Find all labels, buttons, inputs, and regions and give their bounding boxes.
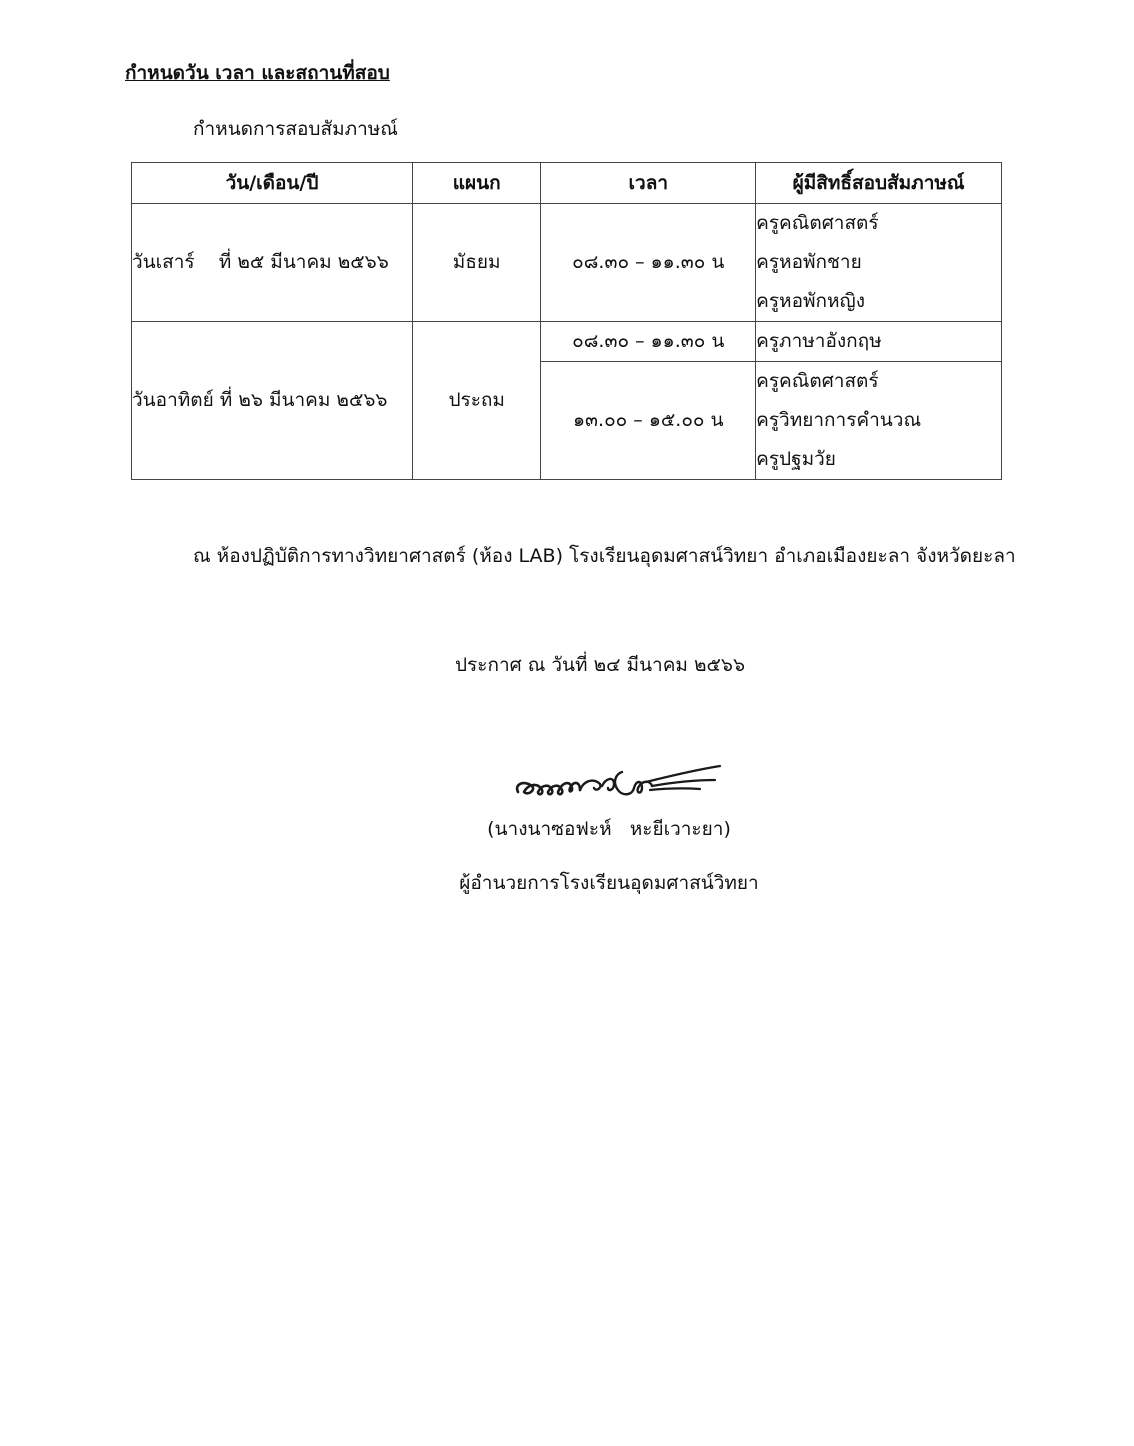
table-row [132,322,1002,362]
eligible-item: ครูวิทยาการคำนวณ [756,409,922,431]
eligible-cell [756,204,1002,322]
time-cell: ๐๘.๓๐ – ๑๑.๓๐ น [541,204,756,322]
eligible-item: ครูปฐมวัย [756,448,836,470]
department-cell: ประถม [412,322,540,480]
eligible-item: ครูคณิตศาสตร์ [756,370,879,392]
header-department: แผนก [412,163,540,204]
date-cell: วันเสาร์ ที่ ๒๕ มีนาคม ๒๕๖๖ [132,204,413,322]
table-row [132,204,1002,322]
header-date: วัน/เดือน/ปี [132,163,413,204]
eligible-item: ครูภาษาอังกฤษ [756,330,882,352]
time-cell: ๐๘.๓๐ – ๑๑.๓๐ น [541,322,756,362]
page-heading: กำหนดวัน เวลา และสถานที่สอบ [125,62,390,84]
date-cell: วันอาทิตย์ ที่ ๒๖ มีนาคม ๒๕๖๖ [132,322,413,480]
eligible-item: ครูคณิตศาสตร์ [756,212,879,234]
table-header-row [132,163,1002,204]
interview-schedule-table [131,162,1002,480]
eligible-item: ครูหอพักชาย [756,251,862,273]
eligible-cell [756,322,1002,362]
sub-heading: กำหนดการสอบสัมภาษณ์ [193,118,398,140]
header-eligible: ผู้มีสิทธิ์สอบสัมภาษณ์ [756,163,1002,204]
signer-name: (นางนาซอฟะห์ หะยีเวาะยา) [487,818,731,840]
time-cell: ๑๓.๐๐ – ๑๕.๐๐ น [541,362,756,480]
signer-position: ผู้อำนวยการโรงเรียนอุดมศาสน์วิทยา [459,872,759,894]
eligible-item: ครูหอพักหญิง [756,290,866,312]
venue-text: ณ ห้องปฏิบัติการทางวิทยาศาสตร์ (ห้อง LAB) โรงเรียนอุดมศาสน์วิทยา อำเภอเมืองยะลา จังหวัดยะลา [193,545,1016,567]
department-cell: มัธยม [412,204,540,322]
header-time: เวลา [541,163,756,204]
announcement-date: ประกาศ ณ วันที่ ๒๔ มีนาคม ๒๕๖๖ [454,654,746,676]
signature-image [510,762,725,807]
eligible-cell [756,362,1002,480]
